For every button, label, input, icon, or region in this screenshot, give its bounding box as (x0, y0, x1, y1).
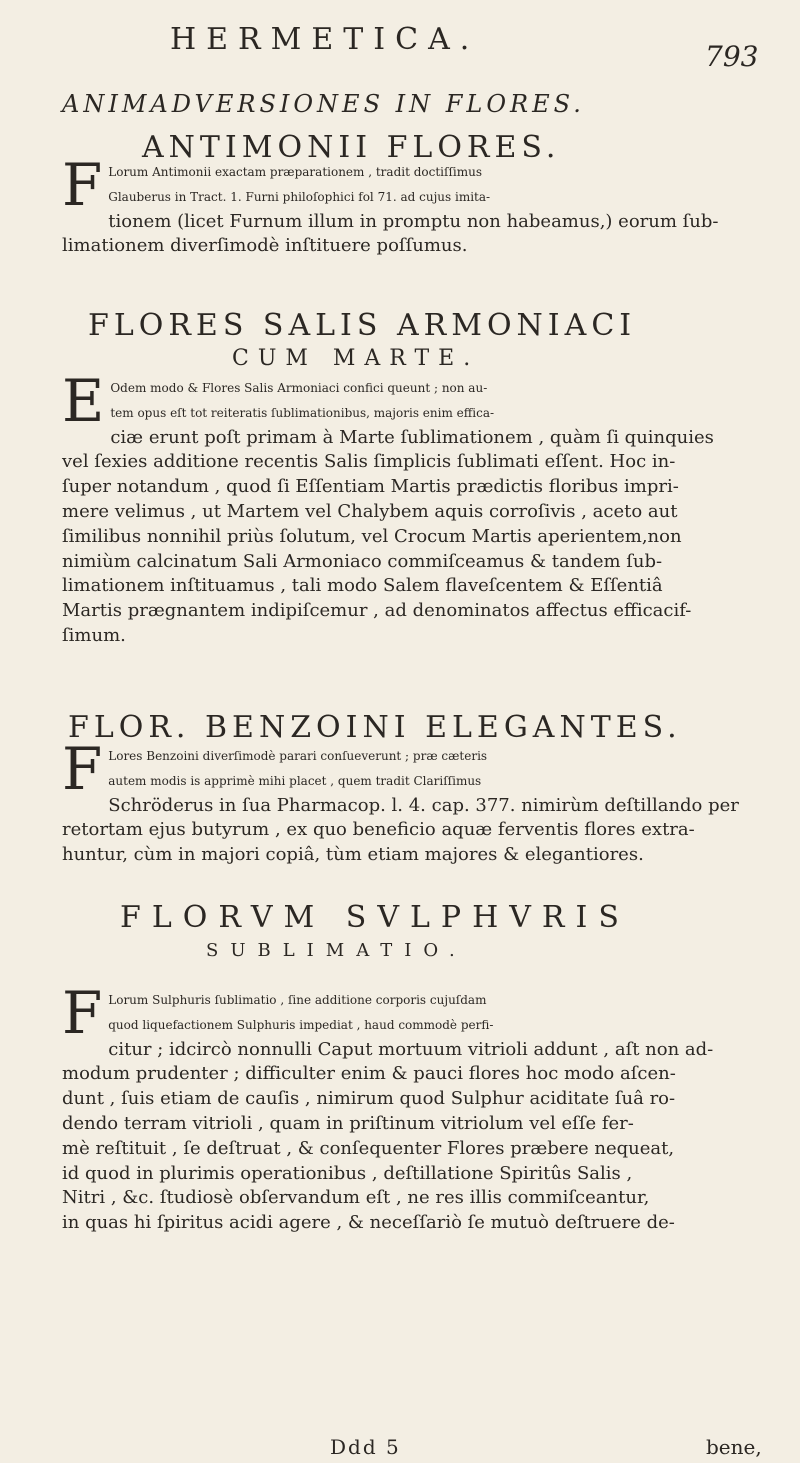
section-body-benzoini (62, 735, 762, 868)
text-line: tionem (licet Furnum illum in promptu non habeamus,) eorum ſub- (108, 210, 719, 232)
text-line: citur ; idcircò nonnulli Caput mortuum vitrioli addunt , aſt non ad- (108, 1038, 714, 1060)
text-line: limationem inſtituamus , tali modo Salem flaveſcentem & Eſſentiâ (62, 575, 663, 597)
text-line: autem modis is apprimè mihi placet , quem tradit Clariſſimus (108, 773, 482, 788)
section-heading-benzoini: FLOR. BENZOINI ELEGANTES. (68, 710, 682, 745)
catchword: bene, (706, 1435, 762, 1459)
text-line: retortam ejus butyrum , ex quo beneficio aquæ ferventis flores extra- (62, 819, 695, 841)
text-line: mè reſtituit , ſe deſtruat , & conſequenter Flores præbere nequeat, (62, 1137, 675, 1159)
text-line: Lores Benzoini diverſimodè parari conſueverunt ; præ cæteris (108, 749, 488, 763)
page-number: 793 (705, 40, 759, 73)
section-body-salis-armoniaci (62, 367, 762, 649)
text-line: modum prudenter ; difficulter enim & pauci flores hoc modo aſcen- (62, 1063, 676, 1085)
drop-cap: E (62, 367, 105, 435)
text-line: Nitri , &c. ſtudiosè obſervandum eſt , ne res illis commiſceantur, (62, 1187, 650, 1209)
section-heading-sulphuris: FLORVM SVLPHVRIS (120, 900, 630, 935)
text-line: Lorum Sulphuris ſublimatio , ſine additione corporis cujuſdam (108, 993, 487, 1007)
text-line: id quod in plurimis operationibus , deſtillatione Spiritûs Salis , (62, 1162, 633, 1184)
text-line: Odem modo & Flores Salis Armoniaci confici queunt ; non au- (110, 381, 488, 395)
drop-cap: F (62, 979, 103, 1047)
text-line: nimiùm calcinatum Sali Armoniaco commiſceamus & tandem ſub- (62, 550, 663, 572)
section-heading-antimonii: ANTIMONII FLORES. (142, 130, 561, 165)
text-line: vel ſexies additione recentis Salis ſimplicis ſublimati eſſent. Hoc in- (62, 451, 676, 473)
text-line: mere velimus , ut Martem vel Chalybem aquis corroſivis , aceto aut (62, 500, 678, 522)
text-line: Martis prægnantem indipiſcemur , ad denominatos affectus efficacif- (62, 600, 692, 622)
drop-cap: F (62, 735, 103, 803)
text-line: Glauberus in Tract. 1. Furni philoſophici fol 71. ad cujus imita- (108, 189, 491, 204)
text-line: tem opus eſt tot reiteratis ſublimationibus, majoris enim effica- (110, 405, 495, 420)
signature-mark: Ddd 5 (330, 1435, 401, 1459)
section-body-antimonii (62, 151, 762, 259)
text-line: dendo terram vitrioli , quam in priſtinum vitriolum vel eſſe fer- (62, 1112, 634, 1134)
text-line: limationem diverſimodè inſtituere poſſumus. (62, 235, 468, 257)
section-subheading-cum-marte: CUM MARTE. (232, 346, 480, 371)
section-heading-salis-armoniaci: FLORES SALIS ARMONIACI (88, 308, 637, 343)
drop-cap: F (62, 151, 103, 219)
main-title: ANIMADVERSIONES IN FLORES. (62, 90, 585, 118)
section-subheading-sublimatio: SUBLIMATIO. (206, 940, 467, 961)
text-line: Schröderus in ſua Pharmacop. l. 4. cap. 377. nimirùm deſtillando per (108, 794, 739, 816)
text-line: Lorum Antimonii exactam præparationem , tradit doctiſſimus (108, 165, 482, 179)
section-body-sulphuris (62, 979, 762, 1236)
text-line: huntur, cùm in majori copiâ, tùm etiam majores & elegantiores. (62, 844, 644, 866)
text-line: ſuper notandum , quod ſi Eſſentiam Martis prædictis floribus impri- (62, 476, 679, 498)
text-line: dunt , ſuis etiam de cauſis , nimirum quod Sulphur aciditate ſuâ ro- (62, 1088, 676, 1110)
text-line: ſimum. (62, 624, 126, 646)
text-line: quod liquefactionem Sulphuris impediat , haud commodè perfi- (108, 1017, 494, 1032)
text-line: ciæ erunt poſt primam à Marte ſublimationem , quàm ſi quinquies (110, 426, 714, 448)
running-head: HERMETICA. (170, 22, 480, 57)
text-line: in quas hi ſpiritus acidi agere , & neceſſariò ſe mutuò deſtruere de- (62, 1212, 675, 1234)
text-line: ſimilibus nonnihil priùs ſolutum, vel Crocum Martis aperientem,non (62, 525, 682, 547)
